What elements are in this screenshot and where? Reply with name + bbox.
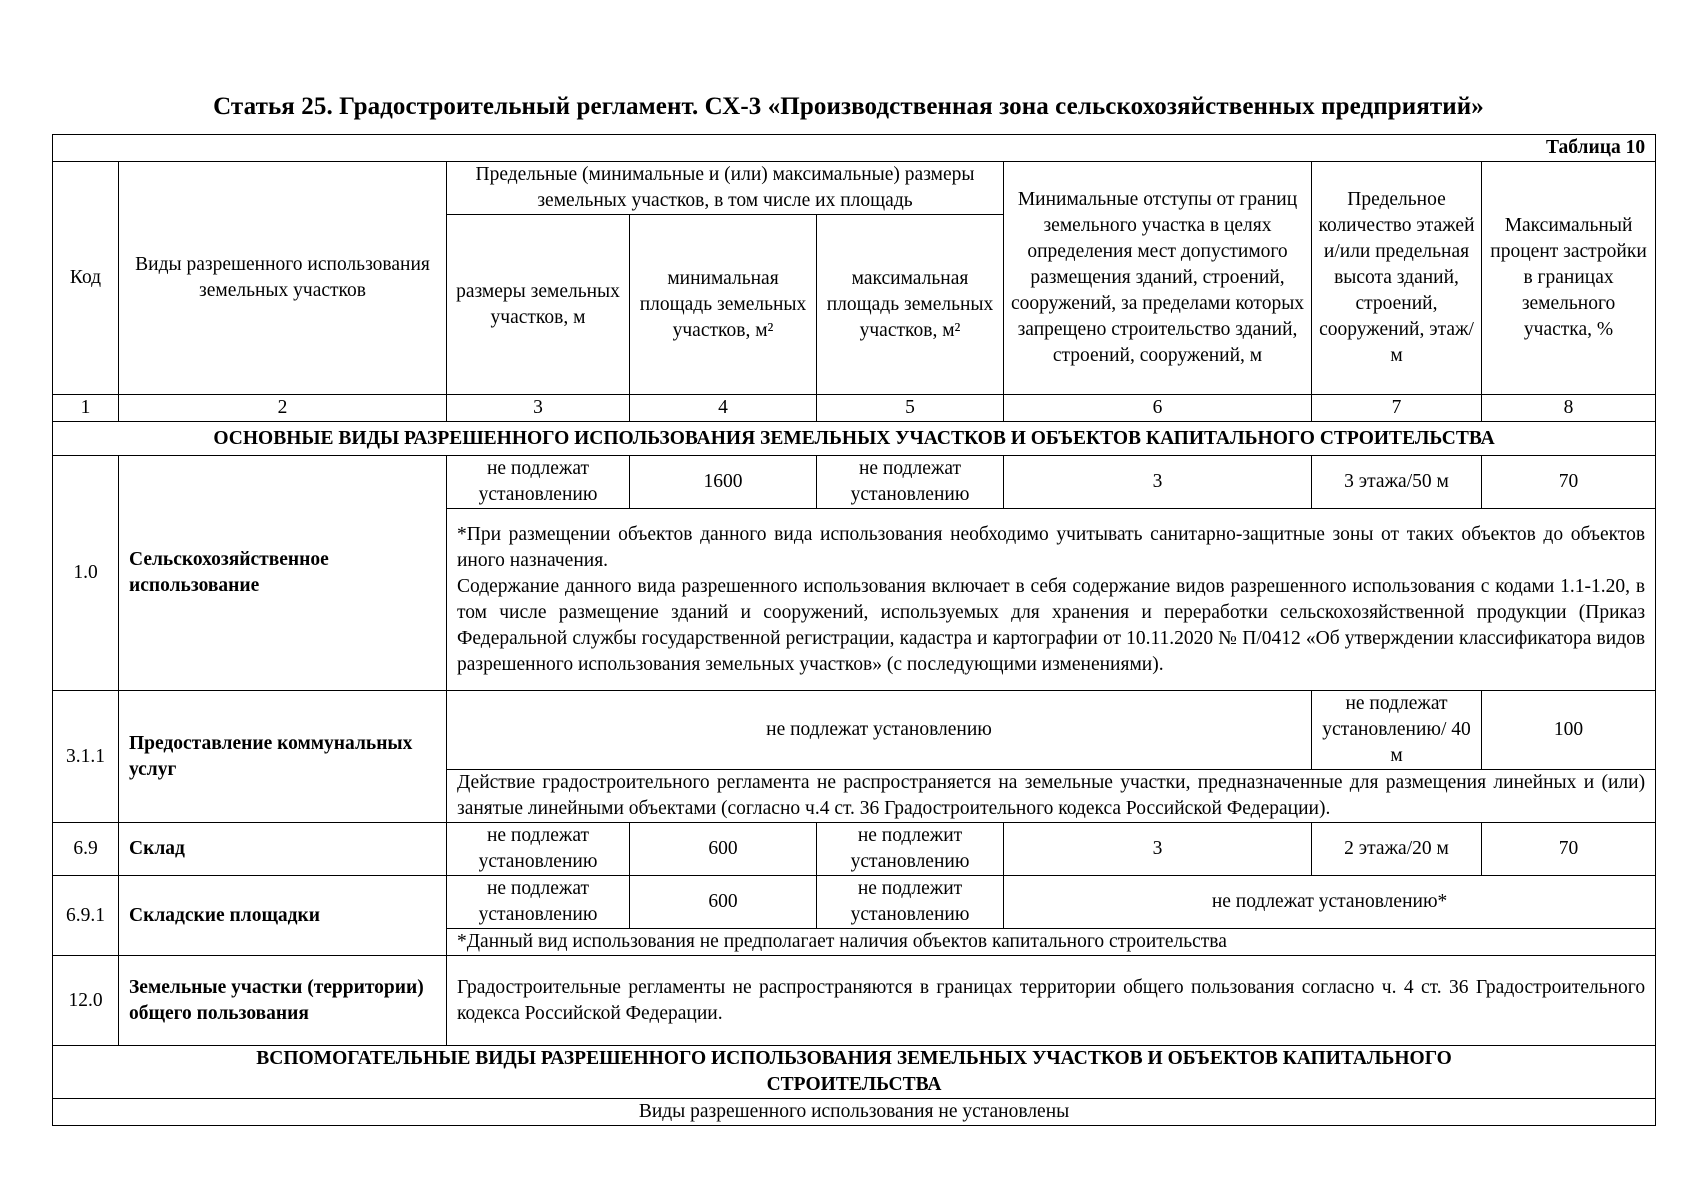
cell-floors: 3 этажа/50 м <box>1312 456 1482 509</box>
row-name: Сельскохозяйственное использование <box>119 456 447 691</box>
header-limits-group: Предельные (минимальные и (или) максимальные) размеры земельных участков, в том числе их площадь <box>447 162 1004 215</box>
header-max-area: максимальная площадь земельных участков, м² <box>817 215 1004 395</box>
header-min-area: минимальная площадь земельных участков, м² <box>630 215 817 395</box>
header-plot-sizes: размеры земельных участков, м <box>447 215 630 395</box>
page-title: Статья 25. Градостроительный регламент. СХ-3 «Производственная зона сельскохозяйственных предприятий» <box>213 93 1484 120</box>
cell-sizes: не подлежат установлению <box>447 823 630 876</box>
cell-coverage: 70 <box>1482 456 1656 509</box>
note-paragraph: *При размещении объектов данного вида использования необходимо учитывать санитарно-защитные зоны от таких объектов до объектов иного назначения. <box>457 523 1646 571</box>
table-row <box>53 956 1656 1046</box>
aux-none-text: Виды разрешенного использования не установлены <box>53 1099 1656 1126</box>
cell-floors: 2 этажа/20 м <box>1312 823 1482 876</box>
row-note: Действие градостроительного регламента не распространяется на земельные участки, предназначенные для размещения линейных и (или) занятые линейными объектами (согласно ч.4 ст. 36 Градостроительного кодекса Российской Федерации). <box>447 770 1656 823</box>
cell-setback: 3 <box>1004 823 1312 876</box>
header-use-types: Виды разрешенного использования земельных участков <box>119 162 447 395</box>
regulation-table <box>52 134 1656 1126</box>
header-max-coverage: Максимальный процент застройки в границах земельного участка, % <box>1482 162 1656 395</box>
row-name: Предоставление коммунальных услуг <box>119 691 447 823</box>
col-number: 1 <box>53 395 119 422</box>
aux-section-heading: ВСПОМОГАТЕЛЬНЫЕ ВИДЫ РАЗРЕШЕННОГО ИСПОЛЬЗОВАНИЯ ЗЕМЕЛЬНЫХ УЧАСТКОВ И ОБЪЕКТОВ КАПИТАЛЬНОГО СТРОИТЕЛЬСТВА <box>53 1046 1656 1099</box>
cell-max-area: не подлежит установлению <box>817 823 1004 876</box>
col-number: 5 <box>817 395 1004 422</box>
cell-merged: не подлежат установлению <box>447 691 1312 770</box>
table-row <box>53 876 1656 929</box>
table-row <box>53 456 1656 509</box>
row-note <box>447 509 1656 691</box>
col-number: 6 <box>1004 395 1312 422</box>
col-number: 8 <box>1482 395 1656 422</box>
header-floors: Предельное количество этажей и/или предельная высота зданий, строений, сооружений, этаж/м <box>1312 162 1482 395</box>
cell-max-area: не подлежат установлению <box>817 456 1004 509</box>
row-code: 6.9 <box>53 823 119 876</box>
row-code: 12.0 <box>53 956 119 1046</box>
table-row <box>53 691 1656 770</box>
cell-min-area: 600 <box>630 823 817 876</box>
cell-floors: не подлежат установлению/ 40 м <box>1312 691 1482 770</box>
note-paragraph: Содержание данного вида разрешенного использования включает в себя содержание видов разрешенного использования с кодами 1.1-1.20, в том числе размещение зданий и сооружений, используемых для хранения и переработки сельскохозяйственной продукции (Приказ Федеральной службы государственной регистрации, кадастра и картографии от 10.11.2020 № П/0412 «Об утверждении классификатора видов разрешенного использования земельных участков» (с последующими изменениями). <box>457 575 1646 675</box>
cell-max-area: не подлежит установлению <box>817 876 1004 929</box>
row-code: 6.9.1 <box>53 876 119 956</box>
header-setbacks: Минимальные отступы от границ земельного участка в целях определения мест допустимого размещения зданий, строений, сооружений, за пределами которых запрещено строительство зданий, строений, сооружений, м <box>1004 162 1312 395</box>
cell-merged: не подлежат установлению* <box>1004 876 1656 929</box>
row-name: Земельные участки (территории) общего пользования <box>119 956 447 1046</box>
col-number: 4 <box>630 395 817 422</box>
cell-setback: 3 <box>1004 456 1312 509</box>
main-section-heading: ОСНОВНЫЕ ВИДЫ РАЗРЕШЕННОГО ИСПОЛЬЗОВАНИЯ ЗЕМЕЛЬНЫХ УЧАСТКОВ И ОБЪЕКТОВ КАПИТАЛЬНОГО СТРОИТЕЛЬСТВА <box>53 422 1656 456</box>
row-code: 3.1.1 <box>53 691 119 823</box>
table-row <box>53 823 1656 876</box>
cell-coverage: 100 <box>1482 691 1656 770</box>
cell-sizes: не подлежат установлению <box>447 876 630 929</box>
row-name: Склад <box>119 823 447 876</box>
row-note: Градостроительные регламенты не распространяются в границах территории общего пользования согласно ч. 4 ст. 36 Градостроительного кодекса Российской Федерации. <box>447 956 1656 1046</box>
row-note: *Данный вид использования не предполагает наличия объектов капитального строительства <box>447 929 1656 956</box>
column-numbers-row <box>53 395 1656 422</box>
cell-coverage: 70 <box>1482 823 1656 876</box>
col-number: 3 <box>447 395 630 422</box>
row-name: Складские площадки <box>119 876 447 956</box>
col-number: 2 <box>119 395 447 422</box>
cell-min-area: 1600 <box>630 456 817 509</box>
col-number: 7 <box>1312 395 1482 422</box>
cell-min-area: 600 <box>630 876 817 929</box>
header-code: Код <box>53 162 119 395</box>
row-code: 1.0 <box>53 456 119 691</box>
table-caption: Таблица 10 <box>53 135 1656 162</box>
cell-sizes: не подлежат установлению <box>447 456 630 509</box>
